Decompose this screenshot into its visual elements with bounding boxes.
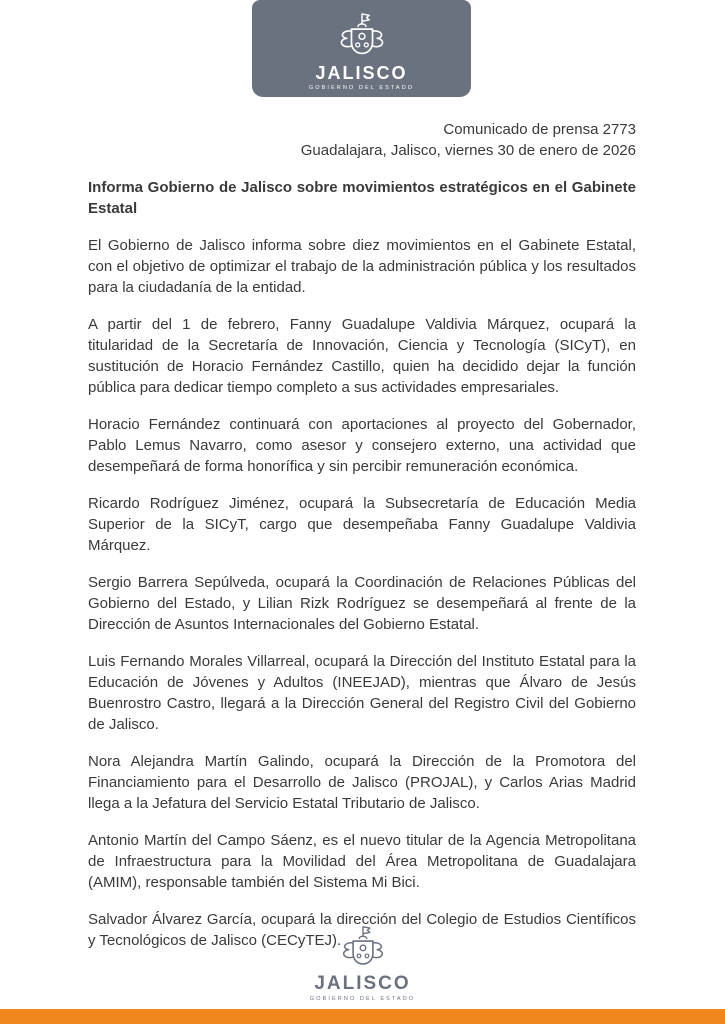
paragraph: A partir del 1 de febrero, Fanny Guadalupe Valdivia Márquez, ocupará la titularidad de la Secretaría de Innovación, Ciencia y Tecnología (SICyT), en sustitución de Horacio Fernández Castillo, quien ha decidido dejar la función pública para dedicar tiempo completo a sus actividades empresariales.: [88, 316, 636, 396]
header-logo-subtitle: GOBIERNO DEL ESTADO: [308, 84, 415, 91]
header-logo-badge: [252, 0, 471, 97]
paragraph: Antonio Martín del Campo Sáenz, es el nuevo titular de la Agencia Metropolitana de Infraestructura para la Movilidad del Área Metropolitana de Guadalajara (AMIM), responsable también del Sistema Mi Bici.: [88, 832, 636, 891]
paragraph: Nora Alejandra Martín Galindo, ocupará la Dirección de la Promotora del Financiamiento para el Desarrollo de Jalisco (PROJAL), y Carlos Arias Madrid llega a la Jefatura del Servicio Estatal Tributario de Jalisco.: [88, 753, 636, 812]
press-release-title: Informa Gobierno de Jalisco sobre movimientos estratégicos en el Gabinete Estatal: [88, 179, 636, 217]
document-body: [88, 97, 636, 951]
paragraph: Horacio Fernández continuará con aportaciones al proyecto del Gobernador, Pablo Lemus Navarro, como asesor y consejero externo, una actividad que desempeñará de forma honorífica y sin percibir remuneración económica.: [88, 416, 636, 475]
press-release-dateline: Guadalajara, Jalisco, viernes 30 de enero de 2026: [300, 142, 636, 159]
header-logo-wordmark: JALISCO: [315, 63, 408, 83]
footer-logo-subtitle: GOBIERNO DEL ESTADO: [309, 996, 416, 1002]
jalisco-coat-of-arms-icon: [332, 925, 394, 972]
paragraph: Ricardo Rodríguez Jiménez, ocupará la Subsecretaría de Educación Media Superior de la SICyT, cargo que desempeñaba Fanny Guadalupe Valdivia Márquez.: [88, 495, 636, 554]
press-release-meta: [88, 119, 636, 161]
paragraph: El Gobierno de Jalisco informa sobre diez movimientos en el Gabinete Estatal, con el objetivo de optimizar el trabajo de la administración pública y los resultados para la ciudadanía de la entidad.: [88, 237, 636, 296]
paragraph: Luis Fernando Morales Villarreal, ocupará la Dirección del Instituto Estatal para la Educación de Jóvenes y Adultos (INEEJAD), mientras que Álvaro de Jesús Buenrostro Castro, llegará a la Dirección General del Registro Civil del Gobierno de Jalisco.: [88, 653, 636, 733]
press-release-number: Comunicado de prensa 2773: [443, 121, 636, 138]
paragraph: Salvador Álvarez García, ocupará la dirección del Colegio de Estudios Científicos y Tecnológicos de Jalisco (CECyTEJ).: [88, 911, 636, 949]
footer-logo: [0, 925, 725, 1002]
footer-logo-wordmark: JALISCO: [314, 973, 411, 995]
footer-accent-bar: [0, 1009, 725, 1024]
jalisco-coat-of-arms-icon: [329, 12, 395, 62]
paragraph: Sergio Barrera Sepúlveda, ocupará la Coordinación de Relaciones Públicas del Gobierno del Estado, y Lilian Rizk Rodríguez se desempeñará al frente de la Dirección de Asuntos Internacionales del Gobierno Estatal.: [88, 574, 636, 633]
